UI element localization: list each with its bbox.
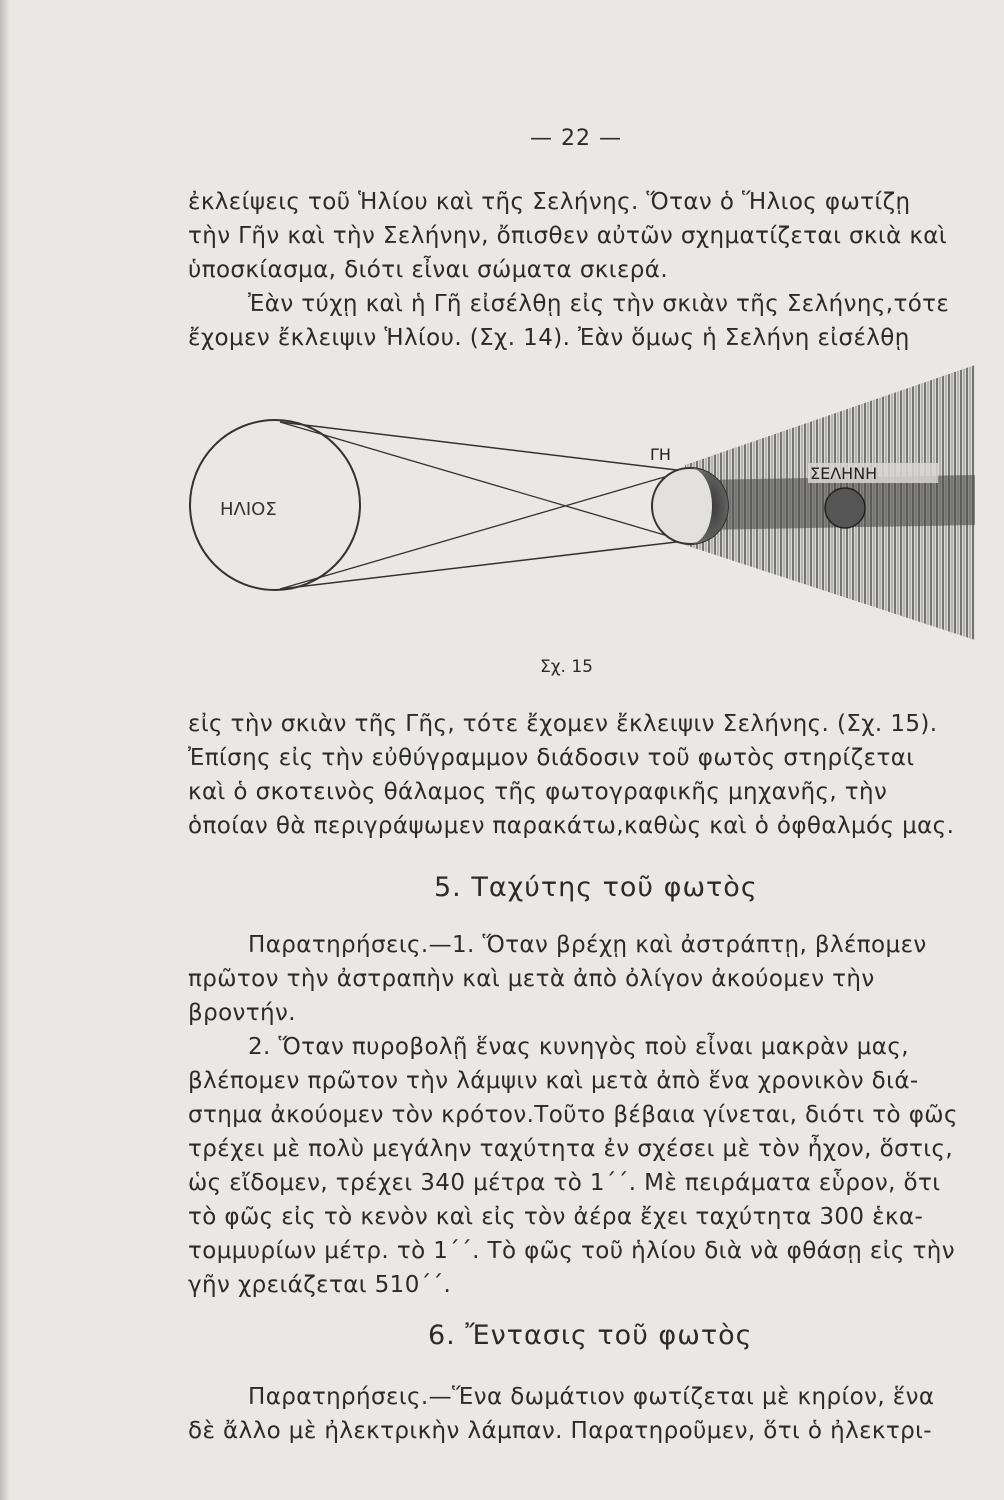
text-line: τρέχει μὲ πολὺ μεγάλην ταχύτητα ἐν σχέσει μὲ τὸν ἦχον, ὅστις, bbox=[188, 1136, 954, 1162]
section-heading-speed-of-light: 5. Ταχύτης τοῦ φωτὸς bbox=[434, 872, 758, 903]
moon-label: ΣΕΛΗΝΗ bbox=[810, 464, 878, 483]
text-line: ὁποίαν θὰ περιγράψωμεν παρακάτω,καθὼς καὶ ὁ ὀφθαλμός μας. bbox=[188, 813, 955, 839]
sun-label: ΗΛΙΟΣ bbox=[220, 499, 277, 520]
paragraph-straight-propagation bbox=[188, 707, 968, 843]
text-line: εἰς τὴν σκιὰν τῆς Γῆς, τότε ἔχομεν ἔκλειψιν Σελήνης. (Σχ. 15). bbox=[188, 711, 938, 737]
ray bbox=[280, 422, 685, 541]
text-line: Ἐὰν τύχῃ καὶ ἡ Γῆ εἰσέλθῃ εἰς τὴν σκιὰν τῆς Σελήνης,τότε bbox=[248, 291, 950, 317]
text-line: στημα ἀκούομεν τὸν κρότον.Τοῦτο βέβαια γίνεται, διότι τὸ φῶς bbox=[188, 1102, 958, 1128]
paragraph-eclipses bbox=[188, 185, 968, 355]
page-number: — 22 — bbox=[530, 126, 622, 151]
page-edge-shadow bbox=[0, 0, 10, 1500]
moon-circle bbox=[825, 488, 865, 528]
section-speed-of-light bbox=[188, 928, 968, 1302]
text-line: Ἐπίσης εἰς τὴν εὐθύγραμμον διάδοσιν τοῦ φωτὸς στηρίζεται bbox=[188, 745, 915, 771]
text-line: 2. Ὅταν πυροβολῇ ἕνας κυνηγὸς ποὺ εἶναι μακρὰν μας, bbox=[248, 1034, 909, 1060]
text-line: δὲ ἄλλο μὲ ἠλεκτρικὴν λάμπαν. Παρατηροῦμεν, ὅτι ὁ ἠλεκτρι- bbox=[188, 1418, 932, 1444]
text-line: Παρατηρήσεις.—Ἕνα δωμάτιον φωτίζεται μὲ κηρίον, ἕνα bbox=[248, 1384, 935, 1410]
section-intensity-of-light bbox=[188, 1380, 968, 1448]
ray bbox=[280, 471, 685, 589]
text-line: ὡς εἴδομεν, τρέχει 340 μέτρα τὸ 1΄΄. Μὲ πειράματα εὗρον, ὅτι bbox=[188, 1170, 941, 1196]
text-line: βλέπομεν πρῶτον τὴν λάμψιν καὶ μετὰ ἀπὸ ἕνα χρονικὸν διά- bbox=[188, 1068, 919, 1094]
figure-caption: Σχ. 15 bbox=[540, 657, 594, 677]
text-line: τομμυρίων μέτρ. τὸ 1΄΄. Τὸ φῶς τοῦ ἡλίου διὰ νὰ φθάσῃ εἰς τὴν bbox=[188, 1238, 956, 1264]
text-line: βροντήν. bbox=[188, 1000, 296, 1026]
text-line: καὶ ὁ σκοτεινὸς θάλαμος τῆς φωτογραφικῆς μηχανῆς, τὴν bbox=[188, 779, 888, 805]
text-line: ἐκλείψεις τοῦ Ἡλίου καὶ τῆς Σελήνης. Ὅταν ὁ Ἥλιος φωτίζῃ bbox=[188, 189, 911, 215]
text-line: τὴν Γῆν καὶ τὴν Σελήνην, ὄπισθεν αὐτῶν σχηματίζεται σκιὰ καὶ bbox=[188, 223, 948, 249]
text-line: τὸ φῶς εἰς τὸ κενὸν καὶ εἰς τὸν ἀέρα ἔχει ταχύτητα 300 ἑκα- bbox=[188, 1204, 924, 1230]
text-line: γῆν χρειάζεται 510΄΄. bbox=[188, 1272, 452, 1298]
ray bbox=[280, 541, 685, 589]
section-heading-intensity-of-light: 6. Ἔντασις τοῦ φωτὸς bbox=[428, 1320, 753, 1351]
earth-label: ΓΗ bbox=[650, 445, 671, 464]
text-line: πρῶτον τὴν ἀστραπὴν καὶ μετὰ ἀπὸ ὀλίγον ἀκούομεν τὴν bbox=[188, 966, 875, 992]
text-line: Παρατηρήσεις.—1. Ὅταν βρέχῃ καὶ ἀστράπτῃ, βλέπομεν bbox=[248, 932, 927, 958]
ray bbox=[280, 422, 685, 471]
text-line: ὑποσκίασμα, διότι εἶναι σώματα σκιερά. bbox=[188, 257, 669, 283]
text-line: ἔχομεν ἔκλειψιν Ἡλίου. (Σχ. 14). Ἐὰν ὅμως ἡ Σελήνη εἰσέλθῃ bbox=[188, 325, 910, 351]
lunar-eclipse-diagram bbox=[180, 365, 990, 655]
